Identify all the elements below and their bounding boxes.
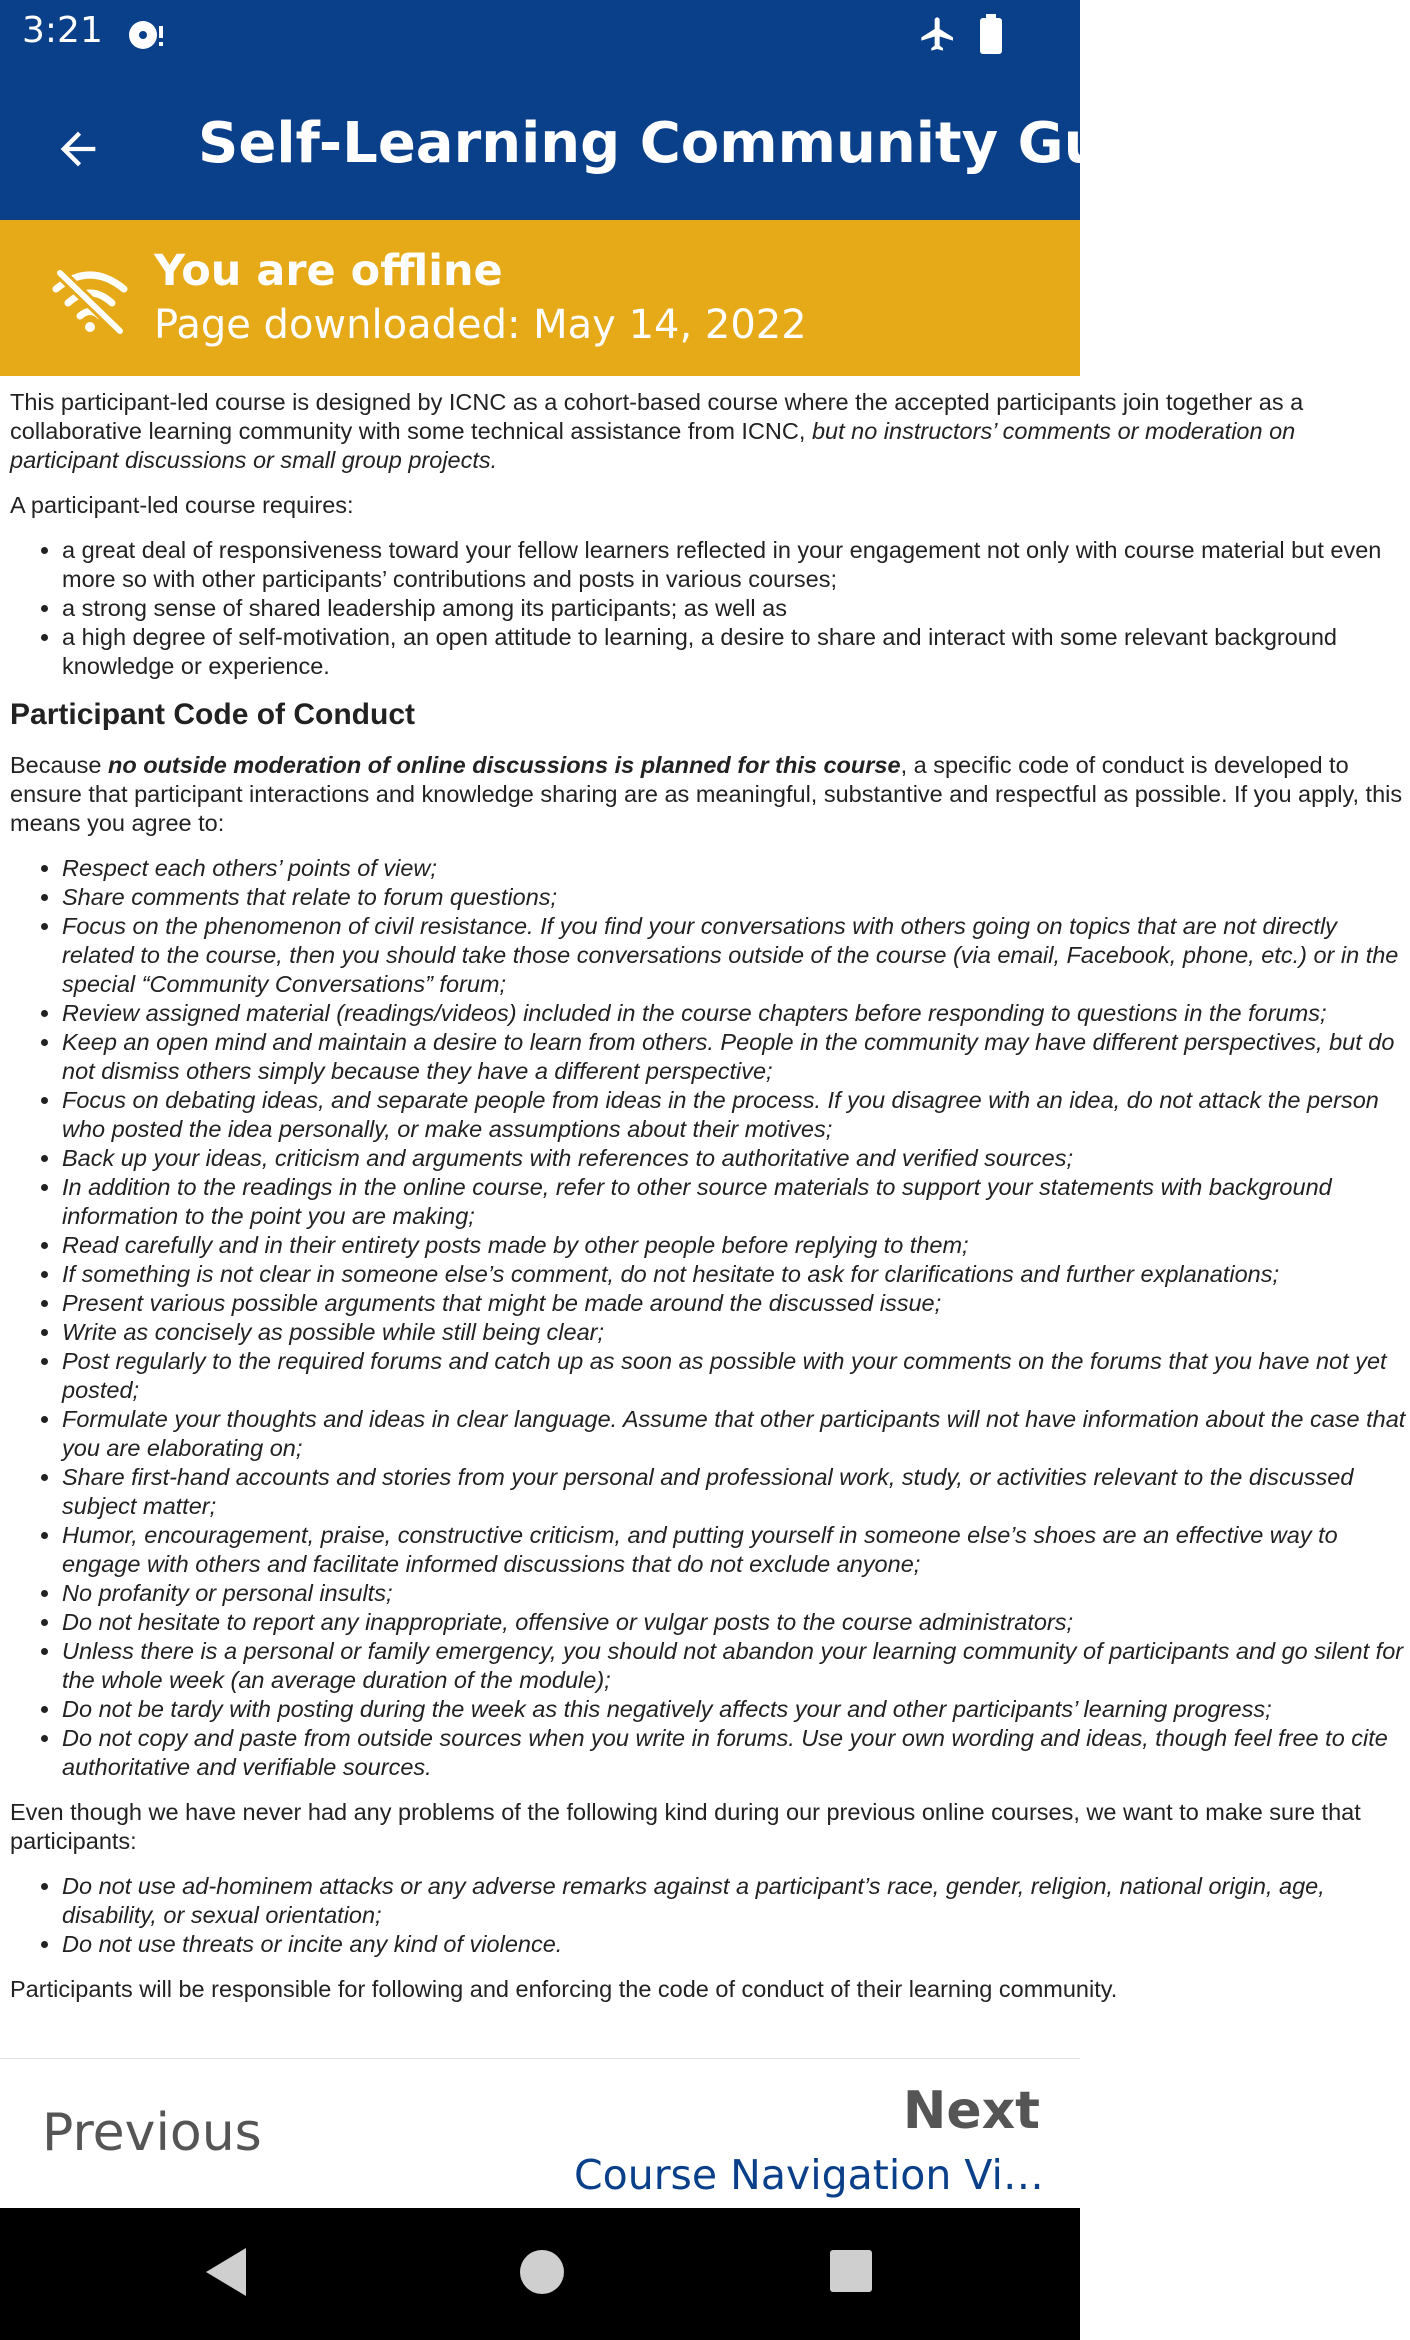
code-of-conduct-heading: Participant Code of Conduct [10, 698, 415, 731]
code-of-conduct-list [10, 854, 1410, 1782]
intro-italic-text: but no instructors’ comments or moderation on participant discussions or small group projects. [10, 418, 1296, 473]
next-label: Next [902, 2081, 1040, 2141]
intro-text: This participant-led course is designed by ICNC as a cohort-based course where the accepted participants join together as a collaborative learning community with some technical assistance from ICNC, [10, 389, 1304, 444]
list-item: • a high degree of self-motivation, an open attitude to learning, a desire to share and interact with some relevant background knowledge or experience. [62, 623, 1410, 681]
code-intro-bold-text: no outside moderation of online discussions is planned for this course [107, 752, 901, 778]
media-icon [126, 18, 166, 57]
list-item: • Share comments that relate to forum questions; [62, 883, 1410, 912]
list-item: • If something is not clear in someone else’s comment, do not hesitate to ask for clarifications and further explanations; [62, 1260, 1410, 1289]
list-item: • Write as concisely as possible while still being clear; [62, 1318, 1410, 1347]
list-item: • a great deal of responsiveness toward your fellow learners reflected in your engagement not only with course material but even more so with other participants’ contributions and posts in various courses; [62, 536, 1410, 594]
requires-label: A participant-led course requires: [10, 492, 354, 518]
airplane-mode-icon [918, 14, 958, 59]
code-intro-paragraph [10, 751, 1410, 838]
app-bar [0, 66, 1219, 220]
list-item: • Read carefully and in their entirety posts made by other people before replying to them; [62, 1231, 1410, 1260]
list-item: • Do not use threats or incite any kind of violence. [62, 1930, 1410, 1959]
list-item: • Post regularly to the required forums and catch up as soon as possible with your comments on the forums that you have not yet posted; [62, 1347, 1410, 1405]
offline-title: You are offline [154, 246, 503, 296]
list-item: • Present various possible arguments that might be made around the discussed issue; [62, 1289, 1410, 1318]
list-item: • Focus on the phenomenon of civil resistance. If you find your conversations with others going on topics that are not directly related to the course, then you should take those conversations outside of the course (via email, Facebook, phone, etc.) or in the special “Community Conversations” forum; [62, 912, 1410, 999]
arrow-left-icon [52, 123, 104, 175]
list-item: • Focus on debating ideas, and separate people from ideas in the process. If you disagree with an idea, do not attack the person who posted the idea personally, or make assumptions about their motives; [62, 1086, 1410, 1144]
trailing-paragraph: Participants will be responsible for following and enforcing the code of conduct of their learning community. [10, 1976, 1118, 2002]
problems-list [10, 1872, 1410, 1959]
list-item: • Humor, encouragement, praise, constructive criticism, and putting yourself in someone else’s shoes are an effective way to engage with others and facilitate informed discussions that do not exclude anyone; [62, 1521, 1410, 1579]
article-body [10, 376, 1410, 2020]
next-page-title: Course Navigation Vi… [574, 2151, 1044, 2199]
intro-paragraph [10, 388, 1410, 475]
problems-intro-paragraph: Even though we have never had any problems of the following kind during our previous online courses, we want to make sure that participants: [10, 1799, 1361, 1854]
previous-button[interactable]: Previous [42, 2103, 262, 2163]
page-title: Self-Learning Community Guid… [198, 111, 1219, 176]
home-circle-icon[interactable] [516, 2246, 568, 2303]
list-item: • Share first-hand accounts and stories from your personal and professional work, study, or activities relevant to the discussed subject matter; [62, 1463, 1410, 1521]
list-item: • Do not be tardy with posting during the week as this negatively affects your and other participants’ learning progress; [62, 1695, 1410, 1724]
battery-icon [978, 14, 1004, 59]
code-intro-text-2: , a specific code of conduct is developed to ensure that participant interactions and knowledge sharing are as meaningful, substantive and respectful as possible. If you apply, this means you agree to: [10, 752, 1403, 836]
list-item: • Keep an open mind and maintain a desire to learn from others. People in the community may have different perspectives, but do not dismiss others simply because they have a different perspective; [62, 1028, 1410, 1086]
status-time: 3:21 [22, 10, 103, 51]
offline-download-date: Page downloaded: May 14, 2022 [154, 302, 807, 348]
list-item: • Do not copy and paste from outside sources when you write in forums. Use your own wording and ideas, though feel free to cite authoritative and verifiable sources. [62, 1724, 1410, 1782]
list-item: • Do not use ad-hominem attacks or any adverse remarks against a participant’s race, gender, religion, national origin, age, disability, or sexual orientation; [62, 1872, 1410, 1930]
list-item: • No profanity or personal insults; [62, 1579, 1410, 1608]
back-button[interactable] [40, 111, 115, 186]
status-bar [0, 0, 1080, 66]
list-item: • Review assigned material (readings/videos) included in the course chapters before responding to questions in the forums; [62, 999, 1410, 1028]
code-intro-text: Because [10, 752, 108, 778]
system-navigation-bar [0, 2208, 1080, 2340]
list-item: • a strong sense of shared leadership among its participants; as well as [62, 594, 1410, 623]
list-item: • Do not hesitate to report any inappropriate, offensive or vulgar posts to the course administrators; [62, 1608, 1410, 1637]
content-area[interactable] [0, 376, 1406, 2058]
list-item: • Unless there is a personal or family emergency, you should not abandon your learning community of participants and go silent for the whole week (an average duration of the module); [62, 1637, 1410, 1695]
list-item: • Back up your ideas, criticism and arguments with references to authoritative and verified sources; [62, 1144, 1410, 1173]
wifi-off-icon [50, 265, 130, 335]
offline-banner [0, 220, 1080, 376]
recents-square-icon[interactable] [828, 2248, 874, 2299]
list-item: • Formulate your thoughts and ideas in clear language. Assume that other participants will not have information about the case that you are elaborating on; [62, 1405, 1410, 1463]
requirements-list [10, 536, 1410, 681]
list-item: • Respect each others’ points of view; [62, 854, 1410, 883]
back-triangle-icon[interactable] [200, 2244, 250, 2305]
list-item: • In addition to the readings in the online course, refer to other source materials to support your statements with background information to the point you are making; [62, 1173, 1410, 1231]
bottom-navigation [0, 2058, 1080, 2209]
